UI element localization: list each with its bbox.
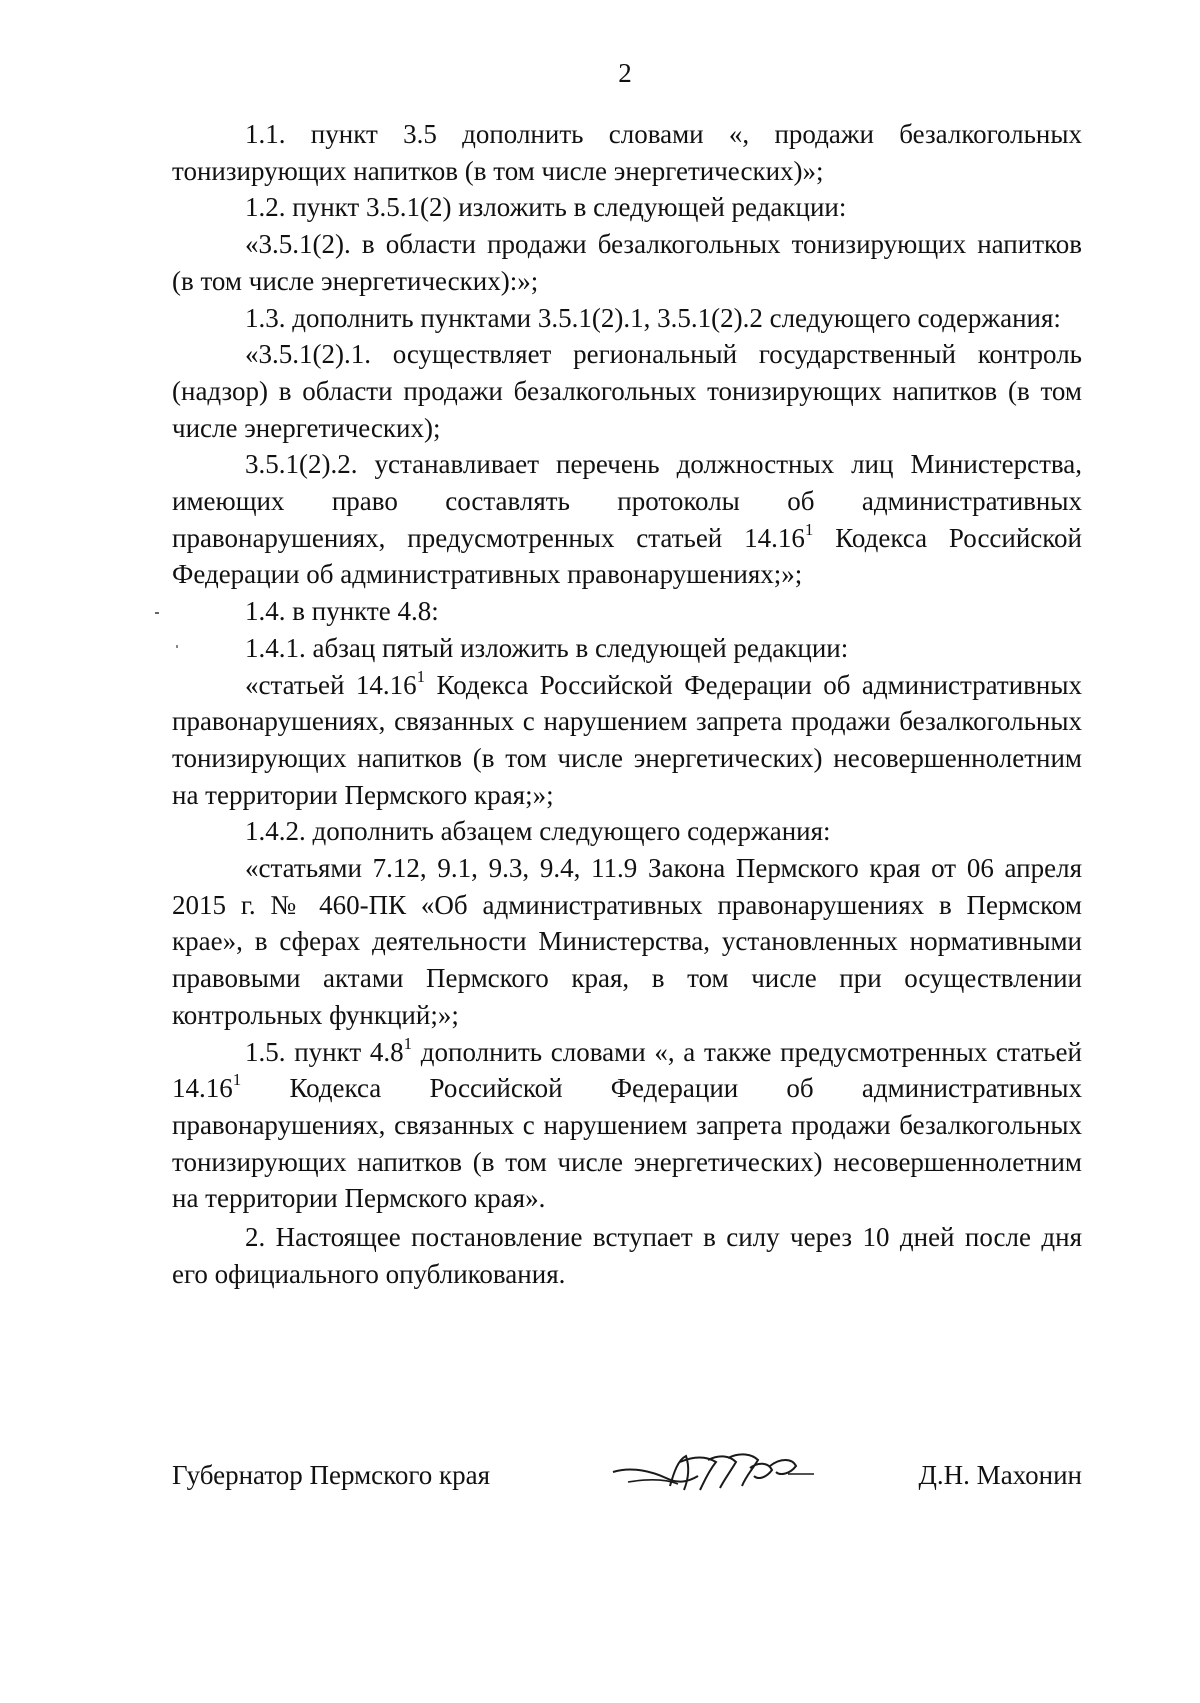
paragraph-1-4-2: 1.4.2. дополнить абзацем следующего содержания: <box>245 816 831 847</box>
handwritten-signature <box>608 1442 818 1502</box>
paragraph-1-4-1: 1.4.1. абзац пятый изложить в следующей редакции: <box>245 632 849 663</box>
paragraph-3-5-1-2-1: «3.5.1(2).1. осуществляет региональный государственный контроль (надзор) в области продажи безалкогольных тонизирующих напитков (в том числе энергетических); <box>172 339 1082 443</box>
signer-name: Д.Н. Махонин <box>918 1460 1082 1490</box>
superscript: 1 <box>804 519 814 539</box>
paragraph-3-5-1-2: «3.5.1(2). в области продажи безалкогольных тонизирующих напитков (в том числе энергетических):»; <box>172 229 1082 296</box>
signature-block <box>172 1460 1082 1520</box>
paragraph-text: Кодекса Российской Федерации об административных правонарушениях, связанных с нарушением запрета продажи безалкогольных тонизирующих напитков (в том числе энергетических) несовершеннолетним на территории Пермского края;»; <box>172 669 1082 810</box>
superscript: 1 <box>416 666 426 686</box>
superscript: 1 <box>403 1033 413 1053</box>
paragraph-1-2: 1.2. пункт 3.5.1(2) изложить в следующей редакции: <box>245 192 847 223</box>
scan-artifact <box>155 612 159 614</box>
paragraph-text: 1.5. пункт 4.8 <box>245 1036 404 1067</box>
paragraph-1-5 <box>172 1034 1082 1218</box>
paragraph-3-5-1-2-2 <box>172 446 1082 593</box>
paragraph-text: 3.5.1(2).2. устанавливает перечень должностных лиц Министерства, имеющих право составлять протоколы об административных правонарушениях, предусмотренных статьей 14.16 <box>172 449 1082 553</box>
paragraph-text: Кодекса Российской Федерации об административных правонарушениях;»; <box>172 522 1082 590</box>
paragraph-1-3: 1.3. дополнить пунктами 3.5.1(2).1, 3.5.1(2).2 следующего содержания: <box>245 302 1061 333</box>
document-body <box>172 116 1082 1293</box>
paragraph-2: 2. Настоящее постановление вступает в силу через 10 дней после дня его официального опубликования. <box>172 1222 1082 1289</box>
scan-artifact <box>176 645 178 648</box>
paragraph-quote-14-16 <box>172 667 1082 814</box>
signer-title: Губернатор Пермского края <box>172 1460 491 1490</box>
paragraph-text: дополнить словами «, а также предусмотренных статьей 14.16 <box>172 1036 1082 1104</box>
paragraph-1-4: 1.4. в пункте 4.8: <box>245 596 439 627</box>
superscript: 1 <box>232 1070 242 1090</box>
paragraph-1-1: 1.1. пункт 3.5 дополнить словами «, продажи безалкогольных тонизирующих напитков (в том числе энергетических)»; <box>172 119 1082 186</box>
paragraph-text: «статьей 14.16 <box>245 669 417 700</box>
paragraph-quote-articles: «статьями 7.12, 9.1, 9.3, 9.4, 11.9 Закона Пермского края от 06 апреля 2015 г. № 460-ПК «Об административных правонарушениях в Пермском крае», в сферах деятельности Министерства, установленных нормативными правовыми актами Пермского края, в том числе при осуществлении контрольных функций;»; <box>172 853 1082 1030</box>
page-number: 2 <box>618 58 632 88</box>
paragraph-text: Кодекса Российской Федерации об административных правонарушениях, связанных с нарушением запрета продажи безалкогольных тонизирующих напитков (в том числе энергетических) несовершеннолетним на территории Пермского края». <box>172 1073 1082 1214</box>
